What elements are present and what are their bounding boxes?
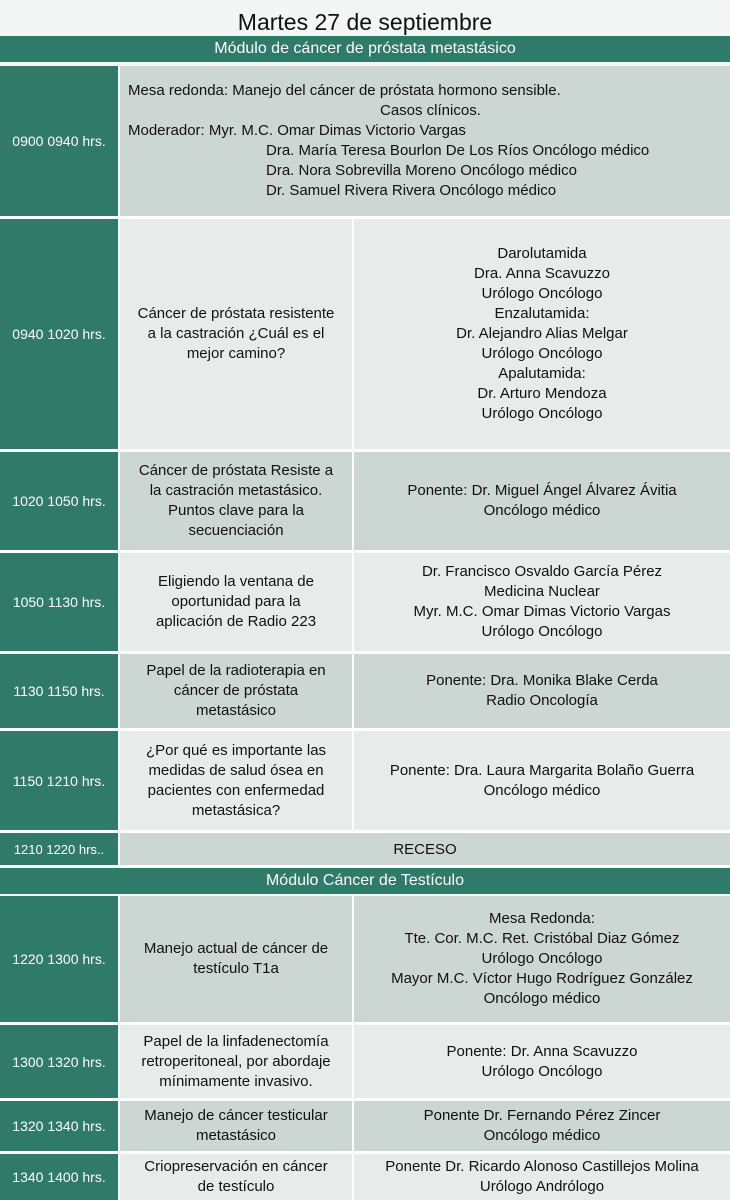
session-row-0900 xyxy=(0,66,730,216)
session-topic xyxy=(120,553,354,651)
topic-line: testículo T1a xyxy=(193,960,279,977)
roundtable-subtitle: Casos clínicos. xyxy=(380,102,481,119)
session-time: 1150 1210 hrs. xyxy=(0,731,120,830)
topic-line: cáncer de próstata xyxy=(173,682,299,699)
speaker-line: Urólogo Oncólogo xyxy=(481,405,603,422)
topic-line: metastásica? xyxy=(191,801,281,819)
session-speaker xyxy=(354,553,730,651)
speaker-line: Ponente: Dr. Miguel Ángel Álvarez Ávitia xyxy=(407,482,677,499)
speaker-line: Tte. Cor. M.C. Ret. Cristóbal Diaz Gómez xyxy=(404,930,680,947)
session-time: 1340 1400 hrs. xyxy=(0,1154,120,1200)
topic-line: Puntos clave para la xyxy=(168,502,304,519)
speaker-line: Dr. Alejandro Alias Melgar xyxy=(456,325,628,342)
panelist: Dra. Nora Sobrevilla Moreno Oncólogo médico xyxy=(266,162,577,179)
speaker-line: Ponente Dr. Fernando Pérez Zincer xyxy=(423,1107,661,1124)
session-speaker xyxy=(354,1101,730,1151)
speaker-line: Radio Oncología xyxy=(486,692,598,709)
topic-line: metastásico xyxy=(195,1127,277,1144)
session-topic xyxy=(120,654,354,728)
session-topic xyxy=(120,1025,354,1098)
topic-line: Manejo actual de cáncer de xyxy=(143,940,329,957)
speaker-line: Urólogo Andrólogo xyxy=(479,1178,605,1195)
session-row-1130 xyxy=(0,654,730,728)
session-time: 1300 1320 hrs. xyxy=(0,1025,120,1098)
speaker-line: Mesa Redonda: xyxy=(489,910,595,927)
speaker-line: Apalutamida: xyxy=(498,365,586,382)
session-time: 1020 1050 hrs. xyxy=(0,452,120,550)
speaker-line: Medicina Nuclear xyxy=(484,583,600,600)
topic-line: medidas de salud ósea en xyxy=(148,761,324,779)
session-time: 0940 1020 hrs. xyxy=(0,219,120,449)
speaker-line: Urólogo Oncólogo xyxy=(481,1062,603,1080)
topic-line: oportunidad para la xyxy=(171,593,301,610)
speaker-line: Oncólogo médico xyxy=(483,502,601,519)
session-speaker xyxy=(354,219,730,449)
session-speaker xyxy=(354,452,730,550)
speaker-line: Dr. Francisco Osvaldo García Pérez xyxy=(421,563,663,580)
speaker-line: Urólogo Oncólogo xyxy=(481,285,603,302)
panelist: Dr. Samuel Rivera Rivera Oncólogo médico xyxy=(266,182,557,199)
speaker-line: Urólogo Oncólogo xyxy=(481,345,603,362)
topic-line: Cáncer de próstata Resiste a xyxy=(138,462,334,479)
topic-line: Papel de la radioterapia en xyxy=(146,662,326,679)
session-time: 1320 1340 hrs. xyxy=(0,1101,120,1151)
session-speaker xyxy=(354,731,730,830)
speaker-line: Mayor M.C. Víctor Hugo Rodríguez González xyxy=(391,970,693,987)
session-topic xyxy=(120,896,354,1022)
topic-line: Criopreservación en cáncer xyxy=(144,1158,328,1175)
speaker-line: Urólogo Oncólogo xyxy=(481,950,603,967)
speaker-line: Ponente: Dr. Anna Scavuzzo xyxy=(446,1042,638,1060)
topic-line: aplicación de Radio 223 xyxy=(155,613,317,630)
session-row-1020 xyxy=(0,452,730,550)
topic-line: secuenciación xyxy=(188,522,284,539)
topic-line: de testículo xyxy=(197,1178,275,1195)
session-time: 1050 1130 hrs. xyxy=(0,553,120,651)
moderator: Moderador: Myr. M.C. Omar Dimas Victorio Vargas xyxy=(128,122,466,139)
session-row-1150 xyxy=(0,731,730,830)
session-time: 1210 1220 hrs.. xyxy=(0,833,120,865)
session-time: 1220 1300 hrs. xyxy=(0,896,120,1022)
session-topic xyxy=(120,452,354,550)
session-row-1300 xyxy=(0,1025,730,1098)
speaker-line: Oncólogo médico xyxy=(483,990,601,1007)
session-topic xyxy=(120,731,354,830)
topic-line: ¿Por qué es importante las xyxy=(145,741,327,759)
panelist: Dra. María Teresa Bourlon De Los Ríos Oncólogo médico xyxy=(266,142,650,159)
speaker-line: Oncólogo médico xyxy=(483,781,601,799)
session-row-1220 xyxy=(0,896,730,1022)
session-topic xyxy=(120,1101,354,1151)
page-title: Martes 27 de septiembre xyxy=(237,9,493,35)
roundtable-cell xyxy=(120,66,730,216)
session-row-1050 xyxy=(0,553,730,651)
topic-line: mínimamente invasivo. xyxy=(159,1072,313,1090)
speaker-line: Darolutamida xyxy=(497,245,587,262)
session-row-1210 xyxy=(0,833,730,865)
session-speaker xyxy=(354,654,730,728)
speaker-line: Oncólogo médico xyxy=(483,1127,601,1144)
session-speaker xyxy=(354,1025,730,1098)
speaker-line: Urólogo Oncólogo xyxy=(481,623,603,640)
topic-line: Cáncer de próstata resistente xyxy=(137,305,335,322)
session-topic xyxy=(120,219,354,449)
break-label: RECESO xyxy=(120,833,730,865)
topic-line: la castración metastásico. xyxy=(149,482,323,499)
speaker-line: Ponente: Dra. Laura Margarita Bolaño Guerra xyxy=(389,761,695,779)
topic-line: mejor camino? xyxy=(186,345,286,362)
speaker-line: Ponente Dr. Ricardo Alonoso Castillejos Molina xyxy=(385,1158,699,1175)
session-time: 0900 0940 hrs. xyxy=(0,66,120,216)
speaker-line: Enzalutamida: xyxy=(494,305,590,322)
topic-line: Manejo de cáncer testicular xyxy=(144,1107,328,1124)
topic-line: retroperitoneal, por abordaje xyxy=(141,1052,331,1070)
session-topic xyxy=(120,1154,354,1200)
session-row-1320 xyxy=(0,1101,730,1151)
session-speaker xyxy=(354,896,730,1022)
topic-line: a la castración ¿Cuál es el xyxy=(147,325,325,342)
topic-line: metastásico xyxy=(195,702,277,719)
module-header-testicle: Módulo Cáncer de Testículo xyxy=(0,868,730,894)
topic-line: Papel de la linfadenectomía xyxy=(143,1032,329,1050)
session-row-0940 xyxy=(0,219,730,449)
speaker-line: Dr. Arturo Mendoza xyxy=(477,385,607,402)
roundtable-title: Mesa redonda: Manejo del cáncer de próstata hormono sensible. xyxy=(128,82,561,99)
session-row-1340 xyxy=(0,1154,730,1200)
speaker-line: Ponente: Dra. Monika Blake Cerda xyxy=(426,672,658,689)
speaker-line: Myr. M.C. Omar Dimas Victorio Vargas xyxy=(413,603,671,620)
topic-line: Eligiendo la ventana de xyxy=(158,573,314,590)
session-time: 1130 1150 hrs. xyxy=(0,654,120,728)
session-speaker xyxy=(354,1154,730,1200)
speaker-line: Dra. Anna Scavuzzo xyxy=(474,265,610,282)
topic-line: pacientes con enfermedad xyxy=(147,781,325,799)
module-header-prostate: Módulo de cáncer de próstata metastásico xyxy=(0,36,730,62)
